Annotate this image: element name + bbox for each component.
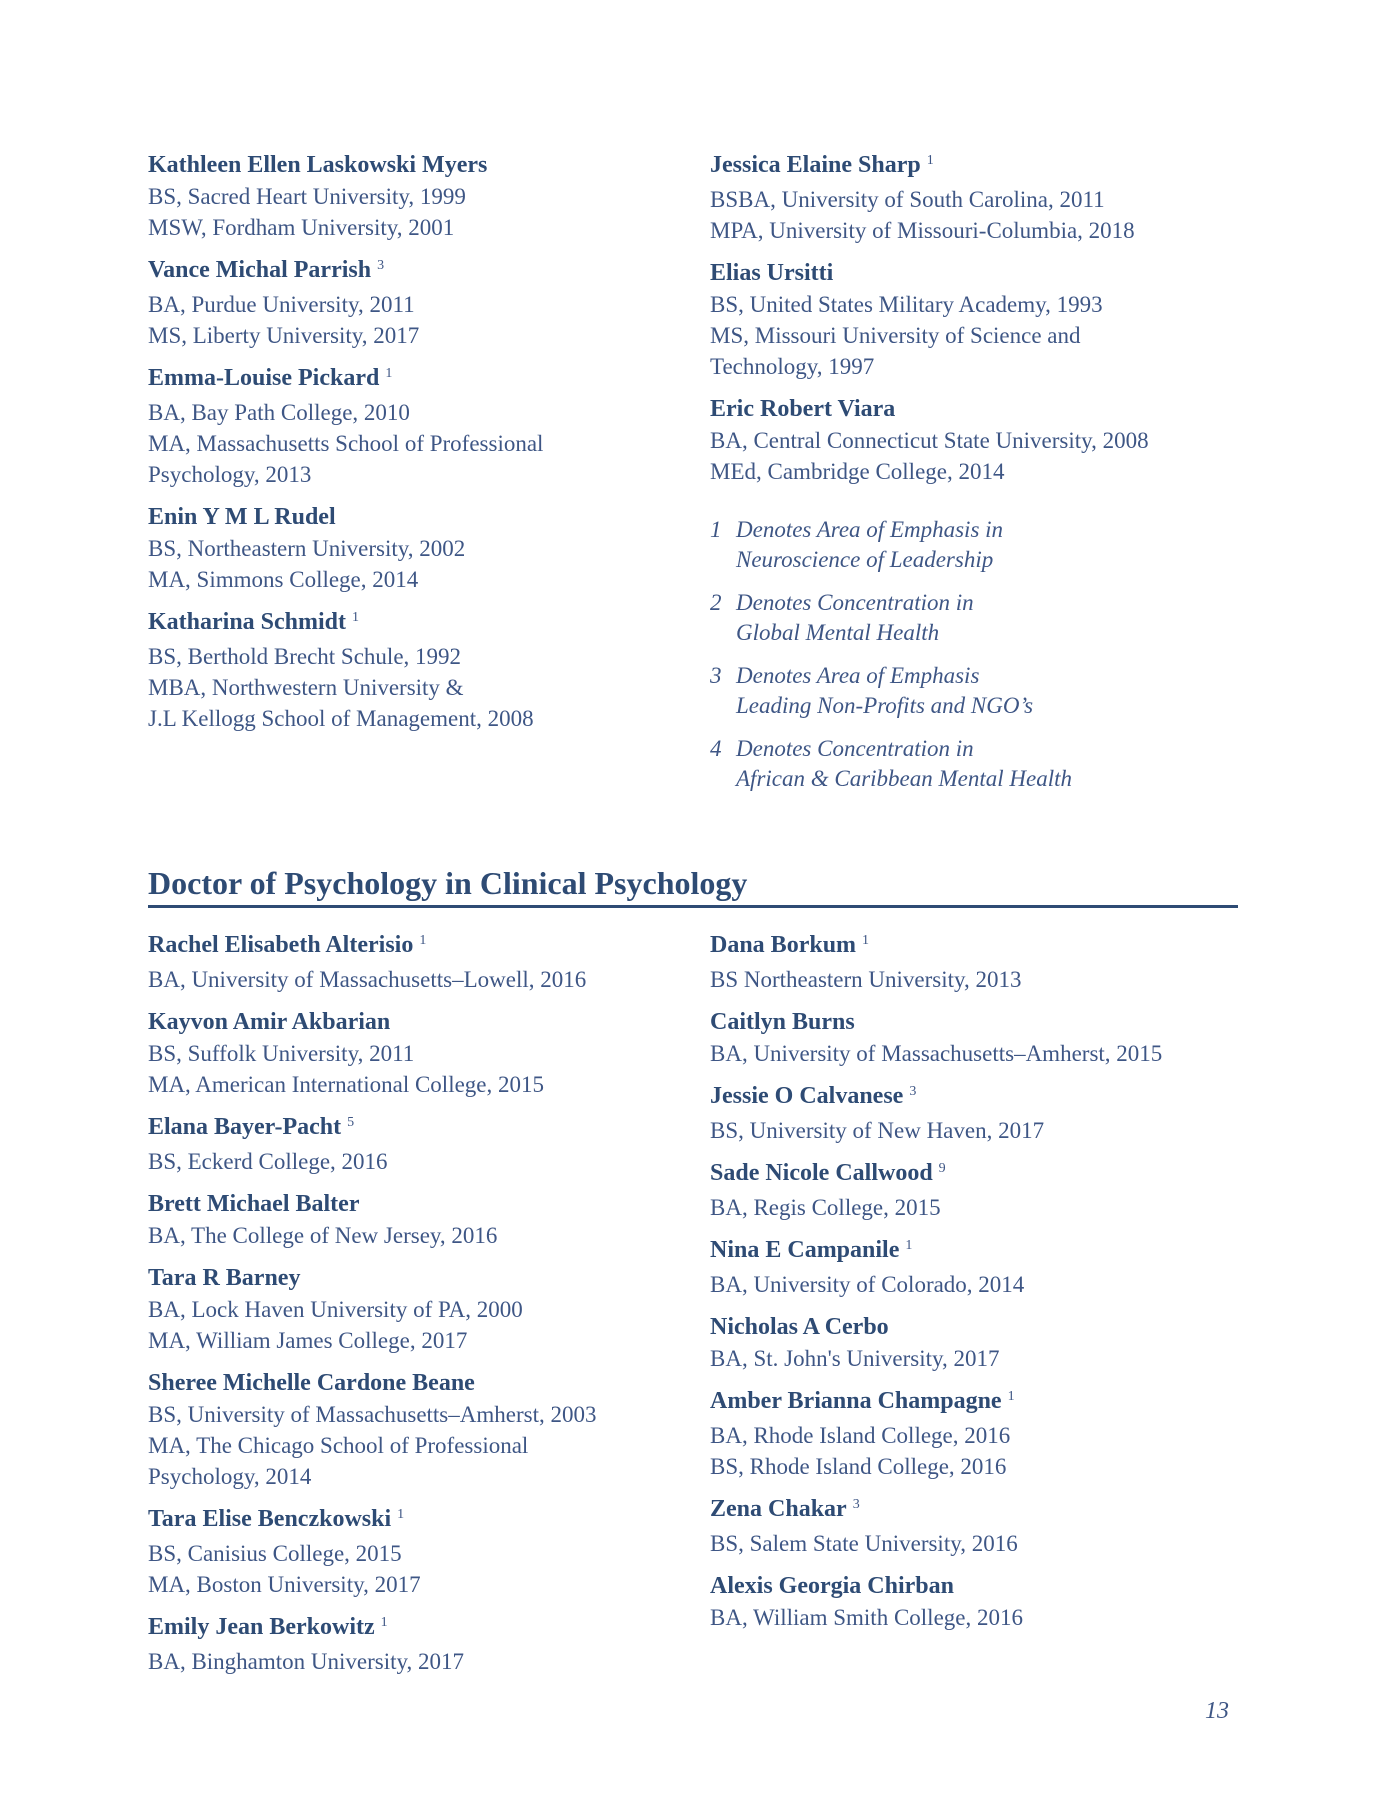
degree-lines [148,1220,693,1251]
degree-line: MA, American International College, 2015 [148,1072,545,1097]
graduate-name-text: Vance Michal Parrish [148,257,372,283]
graduate-name-text: Tara Elise Benczkowski [148,1506,392,1532]
graduate-name-text: Sade Nicole Callwood [710,1160,933,1186]
degree-line: BA, Central Connecticut State University, 2008 [710,428,1149,453]
footnote-line: Leading Non-Profits and NGO’s [736,693,1034,718]
graduate-name [710,1494,1210,1528]
degree-lines [710,1420,1210,1482]
degree-line: BS, University of Massachusetts–Amherst, 2003 [148,1402,597,1427]
graduate-entry [710,394,1210,487]
degree-lines [710,1038,1210,1069]
graduate-entry [710,150,1210,246]
graduate-name [710,930,1210,964]
footnote-lines [736,734,1072,794]
degree-lines [710,1269,1210,1300]
graduate-name [148,1504,693,1538]
footnote-item [710,588,1210,648]
graduate-entry [710,1158,1210,1223]
graduate-name [148,1112,693,1146]
footnote-line: Denotes Concentration in [736,736,974,761]
degree-line: MPA, University of Missouri-Columbia, 2018 [710,218,1135,243]
degree-line: BA, The College of New Jersey, 2016 [148,1223,498,1248]
degree-lines [148,1146,693,1177]
degree-line: BS, Eckerd College, 2016 [148,1149,388,1174]
graduate-entry [148,1368,693,1492]
graduate-entry [148,255,693,351]
footnote-marker: 1 [905,1238,913,1253]
degree-line: BA, Purdue University, 2011 [148,292,415,317]
graduate-name-text: Kathleen Ellen Laskowski Myers [148,152,488,178]
graduate-entry [148,1189,693,1251]
footnote-marker: 9 [938,1161,946,1176]
footnote-lines [736,588,974,648]
graduate-name [148,150,693,181]
footnote-item [710,734,1210,794]
graduate-name-text: Enin Y M L Rudel [148,504,336,530]
degree-lines [710,425,1210,487]
graduate-name-text: Nina E Campanile [710,1237,900,1263]
degree-lines [148,1399,693,1492]
degree-line: MS, Liberty University, 2017 [148,323,420,348]
degree-line: BSBA, University of South Carolina, 2011 [710,187,1105,212]
degree-line: BS, Sacred Heart University, 1999 [148,184,466,209]
graduate-entry [148,1263,693,1356]
graduate-name [710,1312,1210,1343]
graduate-entries [148,930,693,1677]
graduate-entry [148,502,693,595]
footnote-marker: 3 [852,1497,860,1512]
degree-line: J.L Kellogg School of Management, 2008 [148,706,534,731]
graduate-name [148,1189,693,1220]
degree-line: BA, Lock Haven University of PA, 2000 [148,1297,523,1322]
degree-lines [148,1538,693,1600]
footnote-marker: 1 [926,153,934,168]
footnote-number: 3 [710,663,722,688]
footnote-number: 1 [710,517,722,542]
graduate-name-text: Brett Michael Balter [148,1191,360,1217]
degree-line: Psychology, 2013 [148,462,312,487]
degree-lines [148,1038,693,1100]
footnote-item [710,661,1210,721]
graduate-entry [710,1386,1210,1482]
graduate-name [710,1158,1210,1192]
graduate-name-text: Alexis Georgia Chirban [710,1573,954,1599]
graduate-name-text: Rachel Elisabeth Alterisio [148,932,414,958]
graduate-entry [710,1081,1210,1146]
graduate-name [148,502,693,533]
graduate-entry [148,363,693,490]
graduate-name [710,394,1210,425]
graduate-name-text: Elias Ursitti [710,260,834,286]
degree-lines [148,1294,693,1356]
degree-line: BS, United States Military Academy, 1993 [710,292,1103,317]
degree-line: BA, William Smith College, 2016 [710,1605,1023,1630]
graduate-entries [148,150,693,734]
degree-lines [148,533,693,595]
degree-line: BA, University of Colorado, 2014 [710,1272,1025,1297]
footnote-line: Neuroscience of Leadership [736,547,994,572]
degree-line: BS, Rhode Island College, 2016 [710,1454,1007,1479]
degree-line: BS, Canisius College, 2015 [148,1541,402,1566]
graduate-name [148,363,693,397]
graduate-name-text: Jessie O Calvanese [710,1083,904,1109]
graduate-entries [710,150,1210,487]
graduate-list-bottom-right [710,930,1210,1645]
footnote-marker: 1 [419,933,427,948]
degree-line: BS, Suffolk University, 2011 [148,1041,415,1066]
degree-line: MA, The Chicago School of Professional [148,1433,529,1458]
degree-lines [148,181,693,243]
graduate-entry [710,1312,1210,1374]
footnote-lines [736,515,1003,575]
degree-line: BA, Binghamton University, 2017 [148,1649,465,1674]
graduate-name-text: Elana Bayer-Pacht [148,1114,342,1140]
graduate-name [710,1235,1210,1269]
graduate-entry [710,1235,1210,1300]
graduate-name [710,258,1210,289]
graduate-name [148,255,693,289]
graduate-entry [148,1504,693,1600]
degree-line: MBA, Northwestern University & [148,675,464,700]
footnote-lines [736,661,1033,721]
degree-lines [710,1343,1210,1374]
footnote-line: Denotes Area of Emphasis in [736,517,1004,542]
graduate-name [710,1571,1210,1602]
degree-lines [148,641,693,734]
degree-line: MSW, Fordham University, 2001 [148,215,455,240]
footnote-number: 4 [710,736,722,761]
degree-lines [710,1192,1210,1223]
graduate-name-text: Caitlyn Burns [710,1009,855,1035]
graduate-name [148,930,693,964]
section-divider-rule [148,905,1238,908]
footnote-marker: 1 [862,933,870,948]
graduate-entry [148,1112,693,1177]
degree-line: BA, St. John's University, 2017 [710,1346,1000,1371]
graduate-name-text: Emily Jean Berkowitz [148,1614,375,1640]
graduate-entry [710,1571,1210,1633]
footnote-legend [710,515,1210,794]
section-title: Doctor of Psychology in Clinical Psychology [148,865,748,902]
degree-line: BA, University of Massachusetts–Lowell, 2016 [148,967,587,992]
footnote-marker: 1 [352,610,360,625]
footnote-item [710,515,1210,575]
degree-lines [710,289,1210,382]
degree-line: MA, Simmons College, 2014 [148,567,419,592]
footnote-line: African & Caribbean Mental Health [736,766,1073,791]
footnote-marker: 1 [397,1507,405,1522]
graduate-name-text: Eric Robert Viara [710,396,896,422]
graduate-name [148,1612,693,1646]
degree-line: BA, Bay Path College, 2010 [148,400,410,425]
degree-line: Psychology, 2014 [148,1464,312,1489]
graduate-list-bottom-left [148,930,693,1689]
degree-line: BS Northeastern University, 2013 [710,967,1022,992]
footnote-line: Denotes Area of Emphasis [736,663,980,688]
degree-lines [710,964,1210,995]
graduate-entry [148,150,693,243]
degree-line: MEd, Cambridge College, 2014 [710,459,1005,484]
degree-line: MA, William James College, 2017 [148,1328,468,1353]
degree-line: MA, Boston University, 2017 [148,1572,421,1597]
degree-line: MA, Massachusetts School of Professional [148,431,544,456]
degree-lines [148,289,693,351]
footnote-number: 2 [710,590,722,615]
footnote-line: Global Mental Health [736,620,940,645]
degree-line: BS, Salem State University, 2016 [710,1531,1018,1556]
graduate-name [148,1368,693,1399]
degree-line: BA, Rhode Island College, 2016 [710,1423,1011,1448]
graduate-name [710,1081,1210,1115]
footnote-marker: 5 [347,1115,355,1130]
footnote-marker: 1 [1007,1389,1015,1404]
degree-lines [710,1115,1210,1146]
footnote-marker: 3 [909,1084,917,1099]
degree-lines [148,1646,693,1677]
graduate-entry [148,1007,693,1100]
graduate-entry [710,1494,1210,1559]
graduate-entries [710,930,1210,1633]
graduate-entry [148,607,693,734]
page-number: 13 [1205,1698,1229,1724]
degree-lines [710,1528,1210,1559]
degree-line: MS, Missouri University of Science and [710,323,1081,348]
degree-line: BS, Berthold Brecht Schule, 1992 [148,644,462,669]
degree-line: BS, University of New Haven, 2017 [710,1118,1045,1143]
graduate-name [710,1007,1210,1038]
graduate-entry [710,258,1210,382]
graduate-name-text: Amber Brianna Champagne [710,1388,1002,1414]
graduate-name-text: Katharina Schmidt [148,609,347,635]
graduate-entry [148,930,693,995]
graduate-entry [148,1612,693,1677]
graduate-name-text: Emma-Louise Pickard [148,365,380,391]
graduate-list-top-left [148,150,693,746]
graduate-name [710,150,1210,184]
degree-lines [710,184,1210,246]
graduate-name-text: Zena Chakar [710,1496,847,1522]
graduate-name-text: Jessica Elaine Sharp [710,152,921,178]
footnote-marker: 3 [377,258,385,273]
graduate-name-text: Nicholas A Cerbo [710,1314,889,1340]
degree-lines [148,397,693,490]
graduate-name [148,1007,693,1038]
graduate-name-text: Tara R Barney [148,1265,301,1291]
graduate-name [148,1263,693,1294]
degree-lines [148,964,693,995]
degree-lines [710,1602,1210,1633]
degree-line: BA, University of Massachusetts–Amherst, 2015 [710,1041,1163,1066]
graduate-list-top-right [710,150,1210,807]
footnote-line: Denotes Concentration in [736,590,974,615]
graduate-name [148,607,693,641]
graduate-name-text: Sheree Michelle Cardone Beane [148,1370,475,1396]
graduate-name-text: Dana Borkum [710,932,857,958]
graduate-entry [710,1007,1210,1069]
graduate-name [710,1386,1210,1420]
footnote-marker: 1 [380,1615,388,1630]
graduate-entry [710,930,1210,995]
degree-line: Technology, 1997 [710,354,875,379]
graduate-name-text: Kayvon Amir Akbarian [148,1009,391,1035]
degree-line: BA, Regis College, 2015 [710,1195,941,1220]
footnote-marker: 1 [385,366,393,381]
degree-line: BS, Northeastern University, 2002 [148,536,466,561]
